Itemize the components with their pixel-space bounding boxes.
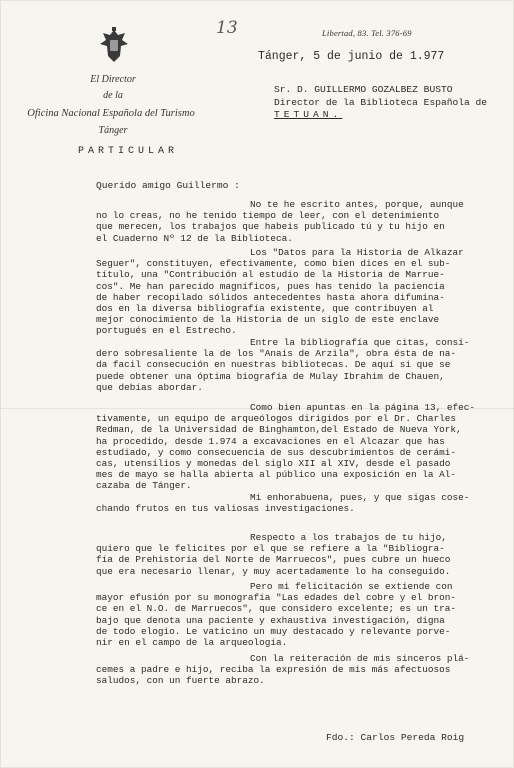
recipient-title: Director de la Biblioteca Española de xyxy=(274,96,488,108)
paragraph-4 xyxy=(96,402,492,492)
paragraph-line: fía de Prehistoria del Norte de Marruecos", pues cubre un hueco xyxy=(96,554,451,566)
paragraph-line: cos". Me han parecido magníficos, pues has tenido la paciencia xyxy=(96,280,445,292)
paragraph-line: el Cuaderno Nº 12 de la Biblioteca. xyxy=(96,232,293,244)
paragraph-5 xyxy=(96,492,492,514)
paragraph-line: portugués en el Estrecho. xyxy=(96,325,237,337)
paragraph-2 xyxy=(96,247,492,337)
paragraph-line: quiero que le felicites por el que se refiere a la "Bibliogra- xyxy=(96,543,445,555)
paragraph-line: Mi enhorabuena, pues, y que sigas cose- xyxy=(250,492,470,503)
paragraph-7 xyxy=(96,581,492,648)
paragraph-line: estudiado, y como consecuencia de sus descubrimientos de cerámi- xyxy=(96,446,457,458)
paragraph-line: Pero mi felicitación se extiende con xyxy=(250,581,453,592)
paragraph-line: Como bien apuntas en la página 13, efec- xyxy=(250,402,476,413)
paragraph-line: Respecto a los trabajos de tu hijo, xyxy=(250,532,447,543)
paragraph-line: no lo creas, no he tenido tiempo de leer, con el detenimiento xyxy=(96,210,440,222)
paragraph-line: Con la reiteración de mis sinceros plá- xyxy=(250,653,470,664)
paragraph-line: nir en el campo de la arqueología. xyxy=(96,637,288,649)
office-line-director: El Director xyxy=(90,74,136,85)
paragraph-line: puede obtener una óptima biografía de Mulay Ibrahim de Chauen, xyxy=(96,370,445,382)
paragraph-line: mes de mayo se halla abierta al público una exposición en la Al- xyxy=(96,469,457,481)
paragraph-line: dos en la diversa bibliografía existente, que contribuyen al xyxy=(96,303,434,315)
letterhead-address: Libertad, 83. Tel. 376-69 xyxy=(322,28,412,38)
paragraph-line: mejor conocimiento de la Historia de un siglo de este enclave xyxy=(96,314,440,326)
paragraph-line: cemes a padre e hijo, reciba la expresión de mis más afectuosos xyxy=(96,664,451,676)
paragraph-line: bajo que denota una paciente y exhaustiva investigación, digna xyxy=(96,614,445,626)
paragraph-8 xyxy=(96,653,492,687)
paragraph-line: de todo elogio. Le vaticino un muy destacado y relevante porve- xyxy=(96,625,451,637)
paragraph-line: que merecen, los trabajos que habeis publicado tú y tu hijo en xyxy=(96,221,445,233)
paragraph-line: ha procedido, desde 1.974 a excavaciones en el Alcazar que has xyxy=(96,435,445,447)
paragraph-line: da facil consecución en nuestras bibliotecas. De aquí si que se xyxy=(96,359,451,371)
paragraph-line: Seguer", constituyen, efectivamente, como bien dices en el sub- xyxy=(96,258,451,270)
particular-label: PARTICULAR xyxy=(78,146,179,157)
salutation: Querido amigo Guillermo : xyxy=(96,180,240,191)
paragraph-line: de haber recopilado sólidos antecedentes hasta ahora difumina- xyxy=(96,291,445,303)
paragraph-line: saludos, con un fuerte abrazo. xyxy=(96,675,265,687)
paragraph-line: No te he escrito antes, porque, aunque xyxy=(250,199,464,210)
paragraph-line: cazaba de Tánger. xyxy=(96,480,192,492)
paragraph-6 xyxy=(96,532,492,577)
signature: Fdo.: Carlos Pereda Roig xyxy=(326,732,465,743)
coat-of-arms-icon xyxy=(98,26,130,66)
paragraph-line: chando frutos en tus valiosas investigaciones. xyxy=(96,503,355,515)
paragraph-line: título, una "Contribución al estudio de la Historia de Marrue- xyxy=(96,269,445,281)
paragraph-line: dero sobresaliente la de los "Anais de Arzila", obra ésta de na- xyxy=(96,348,457,360)
paragraph-3 xyxy=(96,337,492,393)
recipient-block xyxy=(274,84,487,122)
paragraph-line: Los "Datos para la Historia de Alkazar xyxy=(250,247,464,258)
recipient-name: Sr. D. GUILLERMO GOZALBEZ BUSTO xyxy=(274,84,453,95)
paragraph-line: que era necesario llenar, y muy acertadamente lo ha conseguido. xyxy=(96,565,451,577)
paragraph-line: Entre la bibliografía que citas, consi- xyxy=(250,337,470,348)
office-line-name: Oficina Nacional Española del Turismo xyxy=(27,108,195,119)
paragraph-line: tivamente, un equipo de arqueólogos dirigidos por el Dr. Charles xyxy=(96,413,457,425)
paragraph-line: ce en el N.O. de Marruecos", que considero excelente; es un tra- xyxy=(96,603,457,615)
letter-date: Tánger, 5 de junio de 1.977 xyxy=(258,50,445,63)
paragraph-1 xyxy=(96,199,492,244)
paragraph-line: que debías abordar. xyxy=(96,381,203,393)
office-line-de-la: de la xyxy=(103,90,123,101)
recipient-city: TETUAN. xyxy=(274,109,343,120)
office-line-city: Tánger xyxy=(98,125,128,136)
paragraph-line: mayor efusión por su monografía "Las edades del cobre y el bron- xyxy=(96,592,457,604)
paragraph-line: cas, utensilios y monedas del siglo XII al XIV, desde el pasado xyxy=(96,458,451,470)
paragraph-line: Redman, de la Universidad de Binghamton,del Estado de Nueva York, xyxy=(96,424,462,436)
handwritten-page-number: 13 xyxy=(216,18,238,38)
